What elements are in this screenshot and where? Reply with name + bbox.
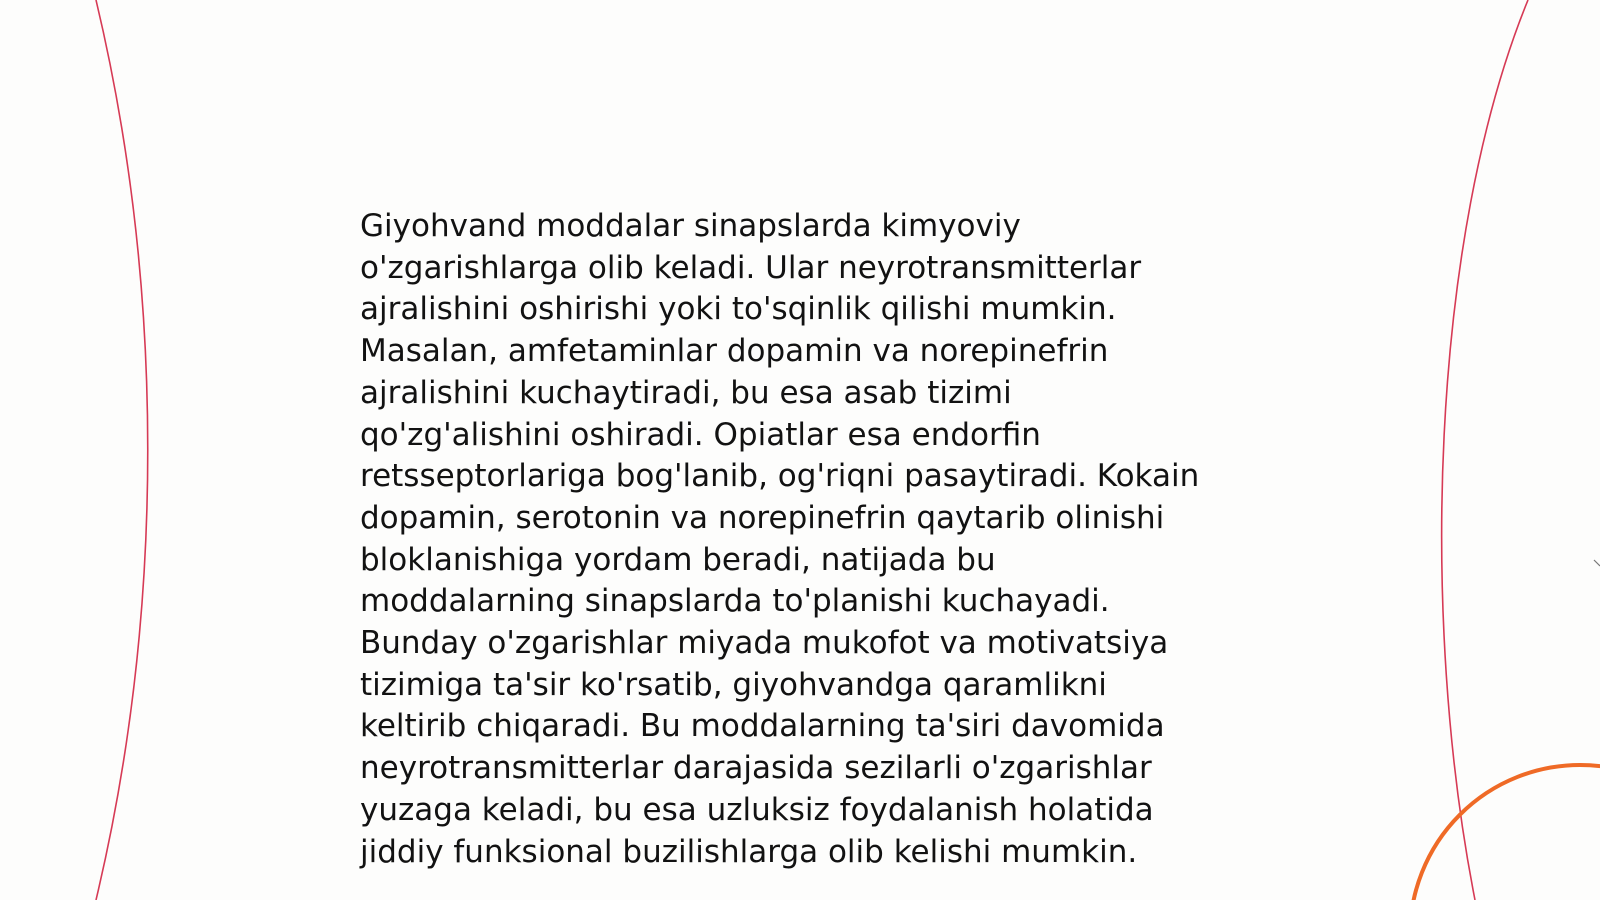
- paragraph-line: dopamin, serotonin va norepinefrin qaytarib olinishi: [360, 499, 1165, 536]
- paragraph-line: jiddiy funksional buzilishlarga olib kelishi mumkin.: [360, 833, 1138, 870]
- paragraph-line: ajralishini oshirishi yoki to'sqinlik qilishi mumkin.: [360, 291, 1117, 328]
- paragraph-line: bloklanishiga yordam beradi, natijada bu: [360, 541, 996, 578]
- paragraph-line: Giyohvand moddalar sinapslarda kimyoviy: [360, 208, 1021, 244]
- right-edge-tick: [1594, 560, 1600, 566]
- paragraph-line: keltirib chiqaradi. Bu moddalarning ta'siri davomida: [360, 708, 1165, 745]
- corner-accent-arc: [1410, 765, 1600, 900]
- paragraph-line: neyrotransmitterlar darajasida sezilarli o'zgarishlar: [360, 750, 1152, 787]
- paragraph-line: moddalarning sinapslarda to'planishi kuchayadi.: [360, 583, 1110, 620]
- paragraph-line: retsseptorlariga bog'lanib, og'riqni pasaytiradi. Kokain: [360, 458, 1200, 495]
- paragraph-line: o'zgarishlarga olib keladi. Ular neyrotransmitterlar: [360, 249, 1142, 286]
- paragraph-line: yuzaga keladi, bu esa uzluksiz foydalanish holatida: [360, 791, 1154, 828]
- right-curve-line: [1442, 0, 1528, 900]
- paragraph-line: Bunday o'zgarishlar miyada mukofot va motivatsiya: [360, 625, 1169, 662]
- paragraph-line: tizimiga ta'sir ko'rsatib, giyohvandga qaramlikni: [360, 666, 1107, 703]
- paragraph-line: Masalan, amfetaminlar dopamin va norepinefrin: [360, 333, 1109, 370]
- body-paragraph: [360, 206, 1260, 873]
- left-curve-line: [96, 0, 148, 900]
- paragraph-line: ajralishini kuchaytiradi, bu esa asab tizimi: [360, 374, 1012, 411]
- paragraph-line: qo'zg'alishini oshiradi. Opiatlar esa endorfin: [360, 416, 1041, 453]
